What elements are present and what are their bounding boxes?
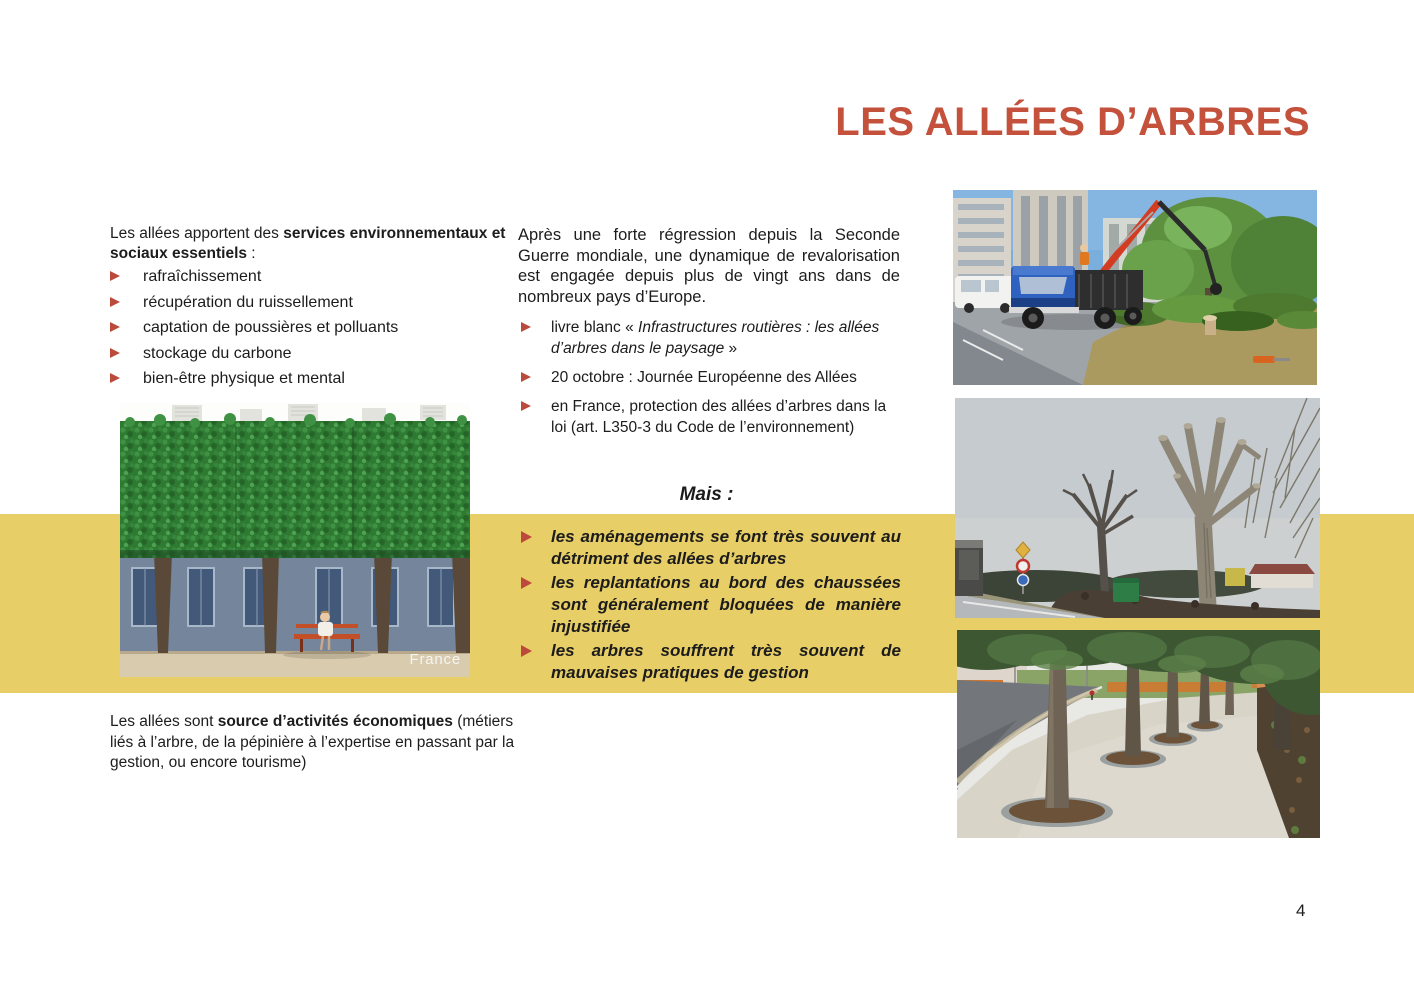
economy-prefix: Les allées sont [110, 713, 218, 730]
bullet-label: en France, protection des allées d’arbres dans la loi (art. L350-3 du Code de l’environnement) [551, 398, 887, 436]
bullet-item [110, 319, 500, 336]
photo-pleached-allee [120, 403, 470, 677]
bullet-item [521, 526, 901, 570]
bullet-label: stockage du carbone [143, 344, 292, 362]
sidewalk-trees-image [957, 630, 1320, 838]
bullet-label: captation de poussières et polluants [143, 319, 399, 336]
tree-felling-image [953, 190, 1317, 385]
photo-tree-felling [953, 190, 1317, 385]
bullet-label: rafraîchissement [143, 268, 262, 285]
bullet-triangle-icon [110, 297, 120, 307]
bullet-triangle-icon [521, 577, 532, 589]
bullet-label: les replantations au bord des chaussées sont généralement bloquées de manière injustifiée [551, 573, 901, 636]
bullet-label: les arbres souffrent très souvent de mauvaises pratiques de gestion [551, 641, 901, 682]
bullet-item [521, 640, 901, 684]
bullet-triangle-icon [521, 531, 532, 543]
bullet-item [110, 345, 500, 362]
bullet-triangle-icon [521, 645, 532, 657]
intro-prefix: Les allées apportent des [110, 225, 284, 242]
page-title: LES ALLÉES D’ARBRES [835, 100, 1310, 144]
economy-bold: source d’activités économiques [217, 713, 453, 730]
bullet-item [521, 572, 901, 638]
bullet-label: bien-être physique et mental [143, 370, 345, 387]
photo-pollarded-trees [955, 398, 1320, 618]
europe-paragraph: Après une forte régression depuis la Seconde Guerre mondiale, une dynamique de revalorisation est engagée depuis plus de vingt ans dans de nombreux pays d’Europe. [518, 226, 900, 306]
bullet-triangle-icon [110, 322, 120, 332]
bullet-label: récupération du ruissellement [143, 293, 353, 311]
bullet-triangle-icon [521, 322, 531, 332]
pollarded-trees-image [955, 398, 1320, 618]
bullet-item [521, 317, 898, 359]
band-bullet-list [521, 526, 901, 686]
bullet-item [110, 294, 500, 311]
mais-heading: Mais : [679, 484, 734, 505]
intro-bold: services environnementaux et sociaux essentiels [110, 225, 506, 262]
pleached-trees-image [120, 403, 470, 677]
bullet-item [521, 396, 898, 438]
bullet-triangle-icon [110, 348, 120, 358]
services-bullet-list [110, 268, 500, 396]
bullet-label: livre blanc « Infrastructures routières : les allées d’arbres dans le paysage » [551, 319, 880, 357]
bullet-item [521, 367, 898, 388]
bullet-triangle-icon [521, 372, 531, 382]
bullet-label: 20 octobre : Journée Européenne des Allées [551, 369, 857, 386]
actions-bullet-list [521, 317, 898, 446]
page-number: 4 [1296, 901, 1306, 920]
economy-suffix: (métiers liés à l’arbre, de la pépinière à l’expertise en passant par la gestion, ou encore tourisme) [110, 713, 515, 771]
bullet-item [110, 268, 500, 285]
bullet-triangle-icon [521, 401, 531, 411]
bullet-triangle-icon [110, 271, 120, 281]
bullet-label: les aménagements se font très souvent au détriment des allées d’arbres [551, 527, 901, 568]
services-intro [110, 224, 510, 264]
bullet-item [110, 370, 500, 387]
bullet-triangle-icon [110, 373, 120, 383]
photo-caption-france: France [409, 651, 461, 668]
photo-sidewalk-trees [957, 630, 1320, 838]
economy-note [110, 712, 516, 774]
intro-suffix: : [247, 245, 256, 262]
